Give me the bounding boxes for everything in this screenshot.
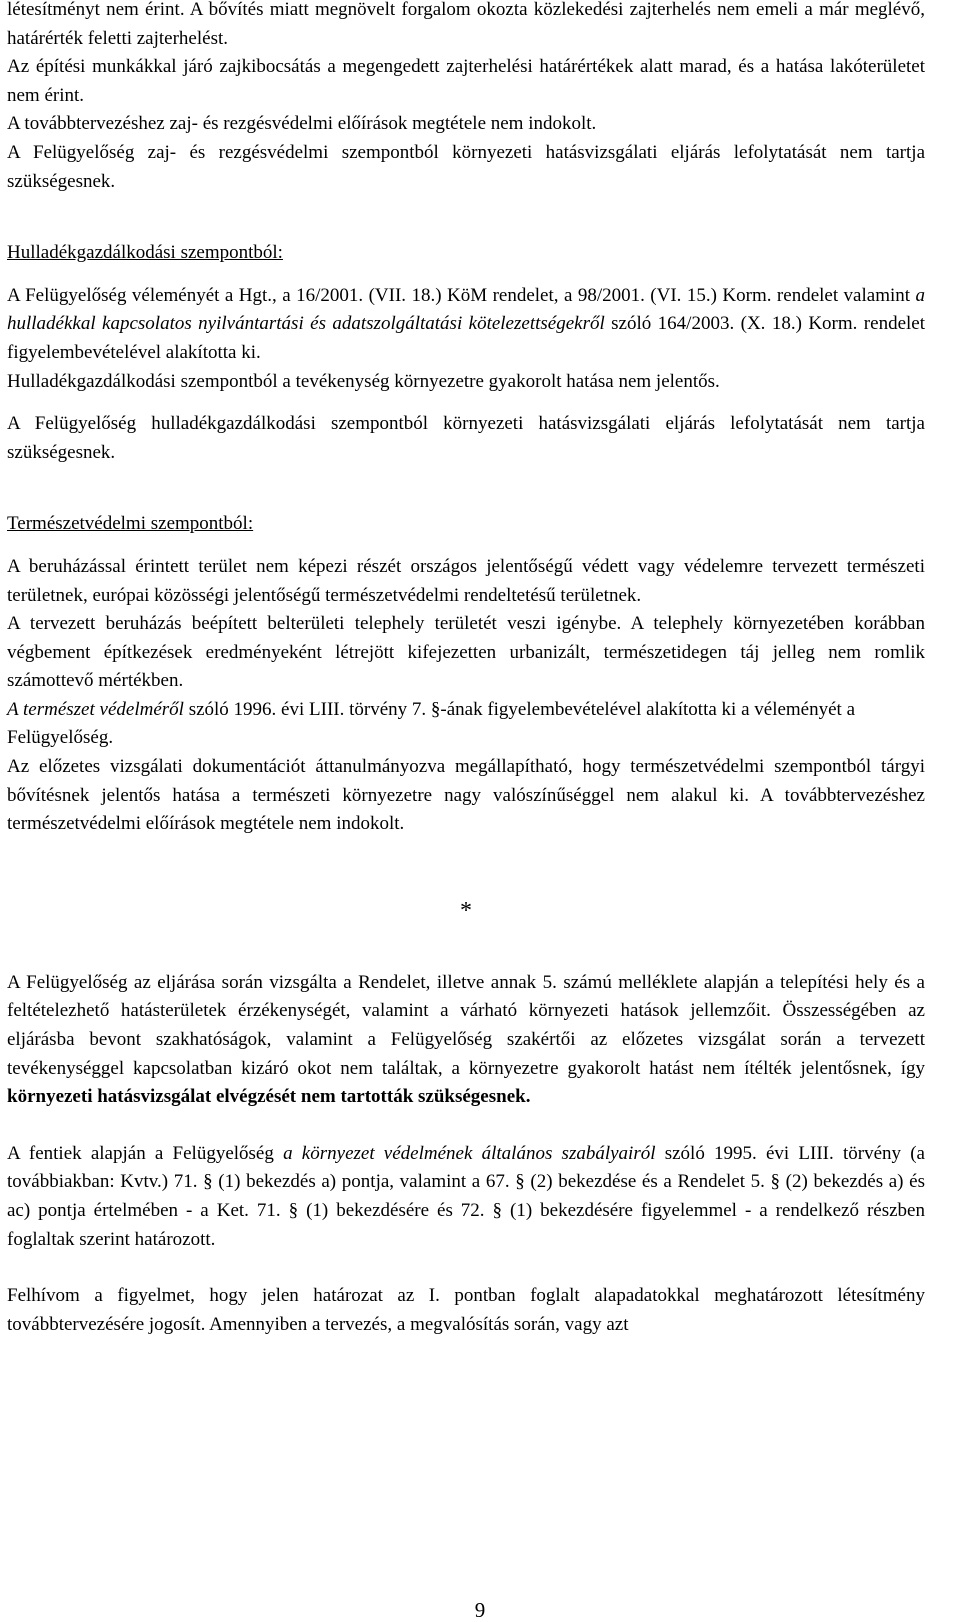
nature-paragraph-4: Az előzetes vizsgálati dokumentációt áttanulmányozva megállapítható, hogy természetvédelmi szempontból tárgyi bővítésnek jelentős hatása a természeti környezetre nagy valószínűséggel nem alakul ki. A továbbtervezéshez természetvédelmi előírások megtétele nem indokolt. — [7, 756, 925, 835]
nature-paragraph-3-end: szóló 1996. évi LIII. törvény 7. §-ának figyelembevételével alakította ki a véleményét a Felügyelőség. — [7, 698, 856, 749]
document-body — [7, 0, 925, 1339]
nature-paragraph-2: A tervezett beruházás beépített belterületi telephely területét veszi igénybe. A telephely környezetében korábban végbement építkezések eredményeként létrejött kifejezetten urbanizált, természetidegen táj jelleg nem romlik számottevő mértékben. — [7, 613, 925, 692]
summary-paragraph-2 — [7, 1140, 925, 1254]
summary-conclusion: környezeti hatásvizsgálat elvégzését nem tartották szükségesnek. — [7, 1086, 531, 1108]
waste-paragraph-1-start: A Felügyelőség véleményét a Hgt., a 16/2001. (VII. 18.) KöM rendelet, a 98/2001. (VI. 15.) Korm. rendelet valamint — [7, 284, 916, 306]
waste-paragraph-3: A Felügyelőség hulladékgazdálkodási szempontból környezeti hatásvizsgálati eljárás lefolytatását nem tartja szükségesnek. — [7, 413, 925, 463]
summary-paragraph-2-end: szóló 1995. évi LIII. törvény (a továbbiakban: Kvtv.) 71. § (1) bekezdés a) pontja, valamint a 67. § (2) bekezdése és a Rendelet 5. § (2) bekezdés a) és ac) pontja értelmében - a Ket. 71. § (1) bekezdésére és 72. § (1) bekezdésére figyelemmel - a rendelkező részben foglaltak szerint határozott. — [7, 1142, 925, 1250]
waste-paragraph-2: Hulladékgazdálkodási szempontból a tevékenység környezetre gyakorolt hatása nem jelentős. — [7, 370, 720, 392]
kvtv-law-title: a környezet védelmének általános szabályairól — [283, 1142, 656, 1164]
waste-section-heading: Hulladékgazdálkodási szempontból: — [7, 242, 283, 264]
waste-regulation-title: a hulladékkal kapcsolatos nyilvántartási és adatszolgáltatási kötelezettségekről — [7, 284, 925, 335]
nature-paragraph-3 — [7, 696, 925, 753]
spacer — [7, 539, 925, 553]
spacer — [7, 196, 925, 239]
nature-paragraph-1: A beruházással érintett terület nem képezi részét országos jelentőségű védett vagy védelemre tervezett természeti területnek, európai közösségi jelentőségű természetvédelmi rendeltetésű területnek. — [7, 555, 925, 606]
spacer — [7, 882, 925, 896]
noise-paragraph-4: A Felügyelőség zaj- és rezgésvédelmi szempontból környezeti hatásvizsgálati eljárás lefolytatását nem tartja szükségesnek. — [7, 141, 925, 192]
summary-paragraph-2-start: A fentiek alapján a Felügyelőség — [7, 1142, 284, 1164]
nature-law-title: A természet védelméről — [7, 698, 184, 720]
waste-paragraph-1 — [7, 282, 925, 368]
spacer — [7, 926, 925, 969]
noise-paragraph-3: A továbbtervezéshez zaj- és rezgésvédelmi előírások megtétele nem indokolt. — [7, 113, 597, 135]
spacer — [7, 839, 925, 882]
summary-paragraph-1 — [7, 969, 925, 1112]
spacer — [7, 396, 925, 410]
spacer — [7, 467, 925, 510]
page-number: 9 — [474, 1598, 486, 1622]
summary-paragraph-3: Felhívom a figyelmet, hogy jelen határozat az I. pontban foglalt alapadatokkal meghatározott létesítmény továbbtervezésére jogosít. Amennyiben a tervezés, a megvalósítás során, vagy azt — [7, 1285, 925, 1335]
spacer — [7, 268, 925, 282]
noise-paragraph-2: Az építési munkákkal járó zajkibocsátás a megengedett zajterhelési határértékek alatt marad, és a hatása lakóterületet nem érint. — [7, 56, 925, 106]
waste-paragraph-1-end: szóló 164/2003. (X. 18.) Korm. rendelet figyelembevételével alakította ki. — [7, 313, 925, 363]
nature-section-heading: Természetvédelmi szempontból: — [7, 513, 254, 535]
summary-paragraph-1-text: A Felügyelőség az eljárása során vizsgálta a Rendelet, illetve annak 5. számú melléklete alapján a telepítési hely és a feltételezhető hatásterületek érzékenységét, valamint a várható környezeti hatások jellemzőit. Összességében az eljárásba bevont szakhatóságok, valamint a Felügyelőség szakértői az előzetes vizsgálat során a tervezett tevékenységgel kapcsolatban kizáró okot nem találtak, a környezetre gyakorolt hatást nem ítélték jelentősnek, így — [7, 971, 925, 1079]
spacer — [7, 1254, 925, 1282]
spacer — [7, 1112, 925, 1140]
noise-paragraph-1: létesítményt nem érint. A bővítés miatt megnövelt forgalom okozta közlekedési zajterhelés nem emeli a már meglévő, határérték feletti zajterhelést. — [7, 0, 925, 49]
section-separator: * — [460, 897, 472, 924]
